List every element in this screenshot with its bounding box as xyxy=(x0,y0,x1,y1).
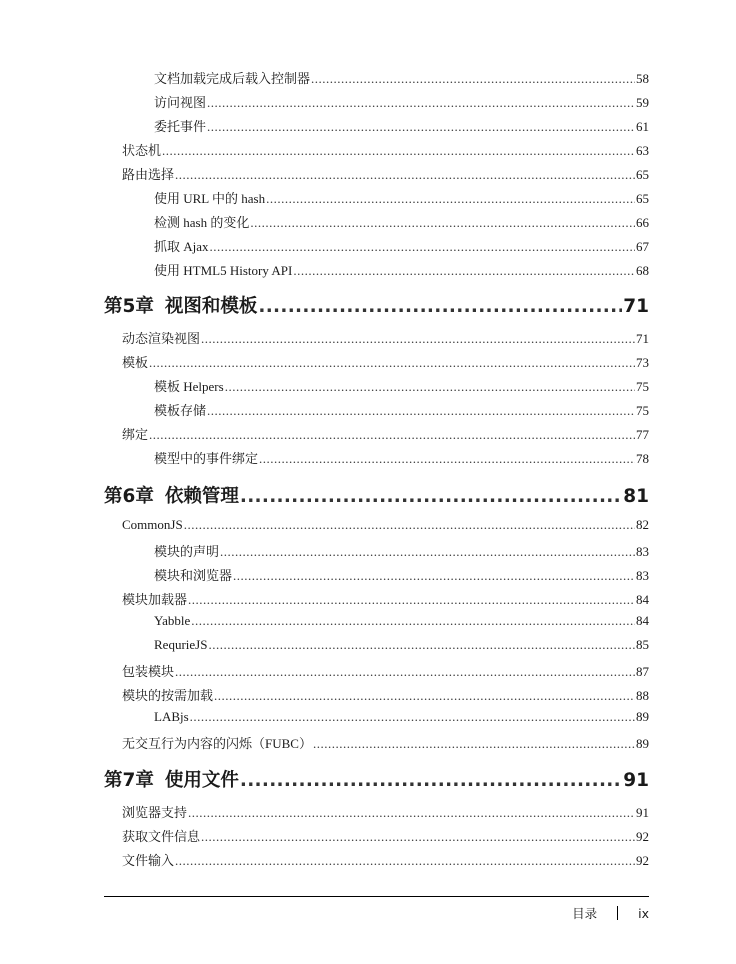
leader-dots xyxy=(190,709,635,725)
toc-entry[interactable]: 包装模块 ..... 87 xyxy=(122,661,649,680)
toc-entry[interactable]: LABjs ..... 89 xyxy=(154,709,649,725)
toc-entry[interactable]: 路由选择 ..... 65 xyxy=(122,164,649,183)
leader-dots xyxy=(220,544,635,560)
toc-entry[interactable]: 状态机 ..... 63 xyxy=(122,140,649,159)
leader-dots xyxy=(175,853,635,869)
toc-entry[interactable]: 模板存储 ..... 75 xyxy=(154,400,649,419)
toc-entry[interactable]: Yabble ..... 84 xyxy=(154,613,649,629)
chapter-heading[interactable]: 第6章 依赖管理 ..... 81 xyxy=(104,482,649,508)
toc-entry[interactable]: 模型中的事件绑定 ..... 78 xyxy=(154,448,649,467)
toc-entry[interactable]: RequrieJS ..... 85 xyxy=(154,637,649,653)
leader-dots xyxy=(149,427,635,443)
leader-dots xyxy=(259,451,635,467)
leader-dots xyxy=(188,805,635,821)
leader-dots xyxy=(208,637,635,653)
toc-entry[interactable]: 文档加载完成后载入控制器 ..... 58 xyxy=(154,68,649,87)
leader-dots xyxy=(240,486,622,507)
footer-rule xyxy=(104,896,649,897)
leader-dots xyxy=(233,568,635,584)
leader-dots xyxy=(311,71,635,87)
toc-entry[interactable]: 使用 URL 中的 hash ..... 65 xyxy=(154,188,649,207)
leader-dots xyxy=(207,95,635,111)
footer-section-label: 目录 xyxy=(572,906,598,921)
leader-dots xyxy=(175,167,635,183)
footer-page-number: ix xyxy=(638,905,649,921)
toc-entry[interactable]: 无交互行为内容的闪烁（FUBC） ..... 89 xyxy=(122,733,649,752)
leader-dots xyxy=(313,736,635,752)
toc-entry[interactable]: 模块和浏览器 ..... 83 xyxy=(154,565,649,584)
toc-entry[interactable]: 获取文件信息 ..... 92 xyxy=(122,826,649,845)
leader-dots xyxy=(210,239,635,255)
leader-dots xyxy=(191,613,635,629)
toc-entry[interactable]: 检测 hash 的变化 ..... 66 xyxy=(154,212,649,231)
chapter-heading[interactable]: 第5章 视图和模板 ..... 71 xyxy=(104,292,649,318)
leader-dots xyxy=(184,517,635,533)
leader-dots xyxy=(250,215,635,231)
chapter-heading[interactable]: 第7章 使用文件 ..... 91 xyxy=(104,766,649,792)
leader-dots xyxy=(207,119,635,135)
toc-entry[interactable]: 动态渲染视图 ..... 71 xyxy=(122,328,649,347)
leader-dots xyxy=(175,664,635,680)
leader-dots xyxy=(214,688,635,704)
toc-entry[interactable]: 模块加载器 ..... 84 xyxy=(122,589,649,608)
toc-entry[interactable]: 模块的声明 ..... 83 xyxy=(154,541,649,560)
leader-dots xyxy=(201,331,635,347)
toc-entry[interactable]: 浏览器支持 ..... 91 xyxy=(122,802,649,821)
leader-dots xyxy=(149,355,635,371)
toc-entry[interactable]: 抓取 Ajax ..... 67 xyxy=(154,236,649,255)
leader-dots xyxy=(240,770,622,791)
leader-dots xyxy=(162,143,635,159)
toc-entry[interactable]: CommonJS ..... 82 xyxy=(122,517,649,533)
leader-dots xyxy=(266,191,635,207)
leader-dots xyxy=(188,592,635,608)
leader-dots xyxy=(293,263,635,279)
leader-dots xyxy=(201,829,635,845)
leader-dots xyxy=(225,379,635,395)
leader-dots xyxy=(258,296,622,317)
footer-separator xyxy=(617,906,618,920)
toc-entry[interactable]: 文件输入 ..... 92 xyxy=(122,850,649,869)
toc-entry[interactable]: 绑定 ..... 77 xyxy=(122,424,649,443)
toc-entry[interactable]: 模块的按需加载 ..... 88 xyxy=(122,685,649,704)
page-footer xyxy=(572,904,649,922)
toc-entry[interactable]: 使用 HTML5 History API ..... 68 xyxy=(154,260,649,279)
toc-entry[interactable]: 委托事件 ..... 61 xyxy=(154,116,649,135)
leader-dots xyxy=(207,403,635,419)
toc-entry[interactable]: 模板 Helpers ..... 75 xyxy=(154,376,649,395)
toc-entry[interactable]: 访问视图 ..... 59 xyxy=(154,92,649,111)
toc-entry[interactable]: 模板 ..... 73 xyxy=(122,352,649,371)
